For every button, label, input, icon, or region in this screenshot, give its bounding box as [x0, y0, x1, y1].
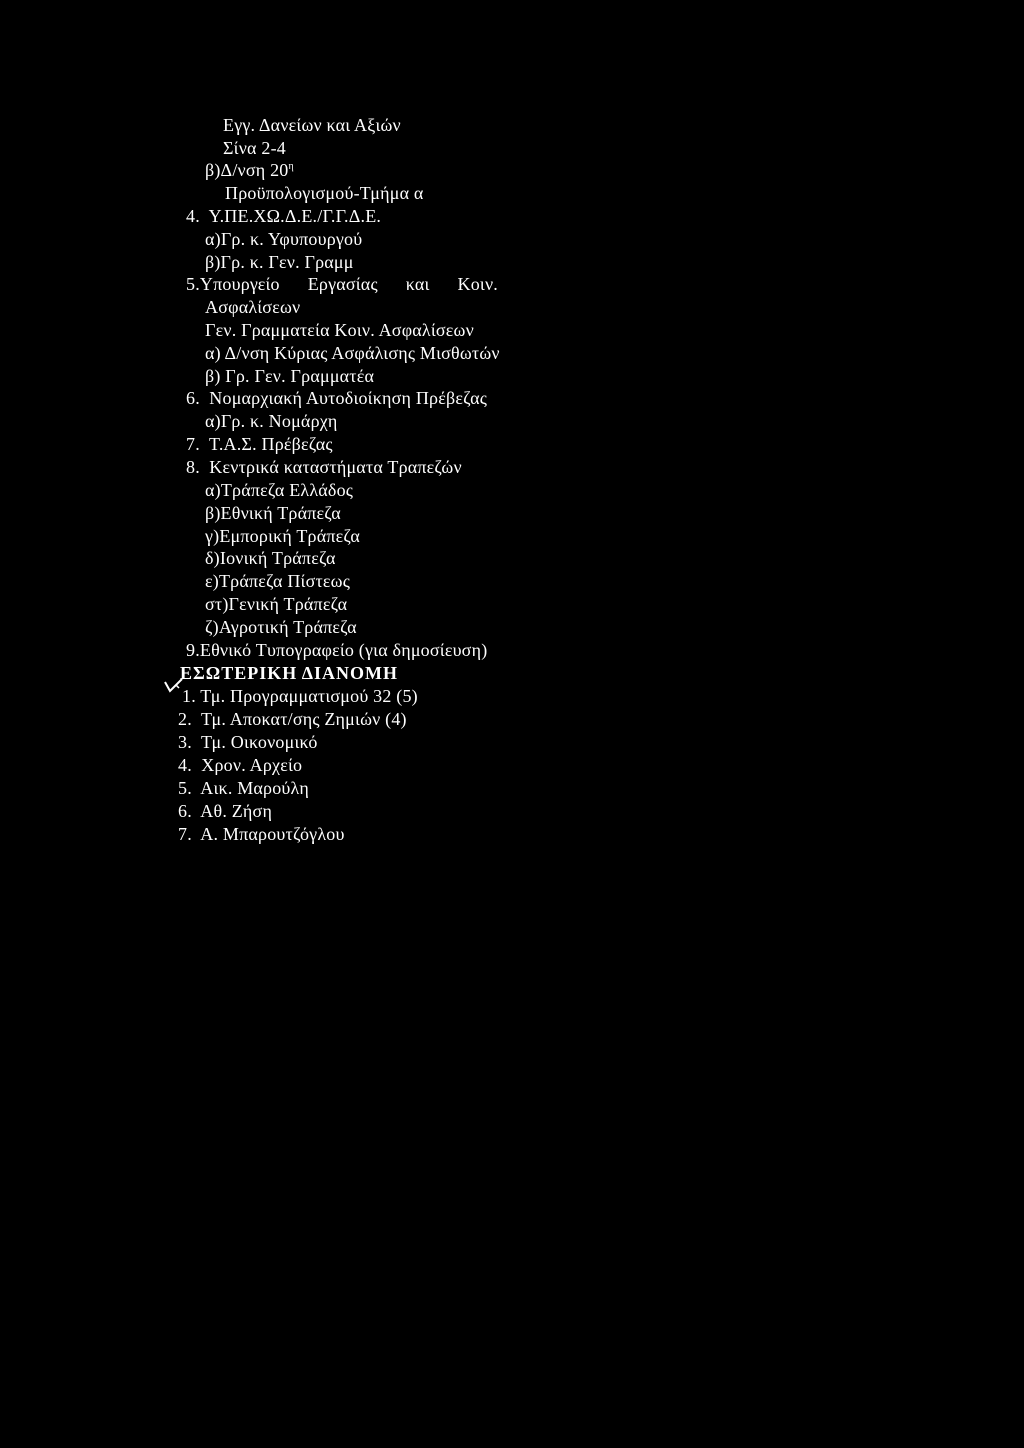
internal-line: 3. Τμ. Οικονομικό [178, 732, 318, 752]
recipient-line: Γεν. Γραμματεία Κοιν. Ασφαλίσεων [205, 320, 474, 340]
internal-line: 1. Τμ. Προγραμματισμού 32 (5) [182, 686, 418, 706]
recipient-line: Εγγ. Δανείων και Αξιών [223, 115, 401, 135]
internal-line: 6. Αθ. Ζήση [178, 801, 273, 821]
recipient-line-justified [186, 273, 498, 295]
recipient-line: β)Εθνική Τράπεζα [205, 503, 341, 523]
recipient-line: 6. Νομαρχιακή Αυτοδιοίκηση Πρέβεζας [186, 388, 488, 408]
recipient-line: β) Γρ. Γεν. Γραμματέα [205, 366, 375, 386]
recipient-line: ε)Τράπεζα Πίστεως [205, 571, 351, 591]
recipient-line: 9.Εθνικό Τυπογραφείο (για δημοσίευση) [186, 640, 488, 660]
recipient-line: 4. Υ.ΠΕ.ΧΩ.Δ.Ε./Γ.Γ.Δ.Ε. [186, 206, 382, 226]
recipient-line: β)Γρ. κ. Γεν. Γραμμ [205, 252, 354, 272]
recipient-line: γ)Εμπορική Τράπεζα [205, 526, 361, 546]
recipient-line: στ)Γενική Τράπεζα [205, 594, 348, 614]
recipient-line: 7. Τ.Α.Σ. Πρέβεζας [186, 434, 333, 454]
recipient-line: Ασφαλίσεων [205, 297, 301, 317]
recipient-line: α) Δ/νση Κύριας Ασφάλισης Μισθωτών [205, 343, 500, 363]
recipient-line: Σίνα 2-4 [223, 138, 286, 158]
internal-line: 4. Χρον. Αρχείο [178, 755, 303, 775]
recipient-line: ζ)Αγροτική Τράπεζα [205, 617, 357, 637]
internal-line: 7. Α. Μπαρουτζόγλου [178, 824, 345, 844]
recipient-line: Προϋπολογισμού-Τμήμα α [225, 183, 424, 203]
recipient-line: α)Γρ. κ. Υφυπουργού [205, 229, 363, 249]
superscript: η [288, 161, 294, 172]
recipient-line [205, 159, 294, 181]
word: Εργασίας [307, 274, 378, 294]
recipient-line: α)Γρ. κ. Νομάρχη [205, 411, 338, 431]
internal-line: 5. Αικ. Μαρούλη [178, 778, 309, 798]
internal-distribution-heading: ΕΣΩΤΕΡΙΚΗ ΔΙΑΝΟΜΗ [180, 663, 398, 683]
word: και [405, 274, 430, 294]
word: Κοιν. [457, 274, 498, 294]
recipient-line-main: β)Δ/νση 20 [205, 160, 289, 180]
word: 5.Υπουργείο [186, 274, 280, 294]
recipient-line: α)Τράπεζα Ελλάδος [205, 480, 354, 500]
recipient-line: 8. Κεντρικά καταστήματα Τραπεζών [186, 457, 462, 477]
internal-line: 2. Τμ. Αποκατ/σης Ζημιών (4) [178, 709, 407, 729]
recipient-line: δ)Ιονική Τράπεζα [205, 548, 336, 568]
